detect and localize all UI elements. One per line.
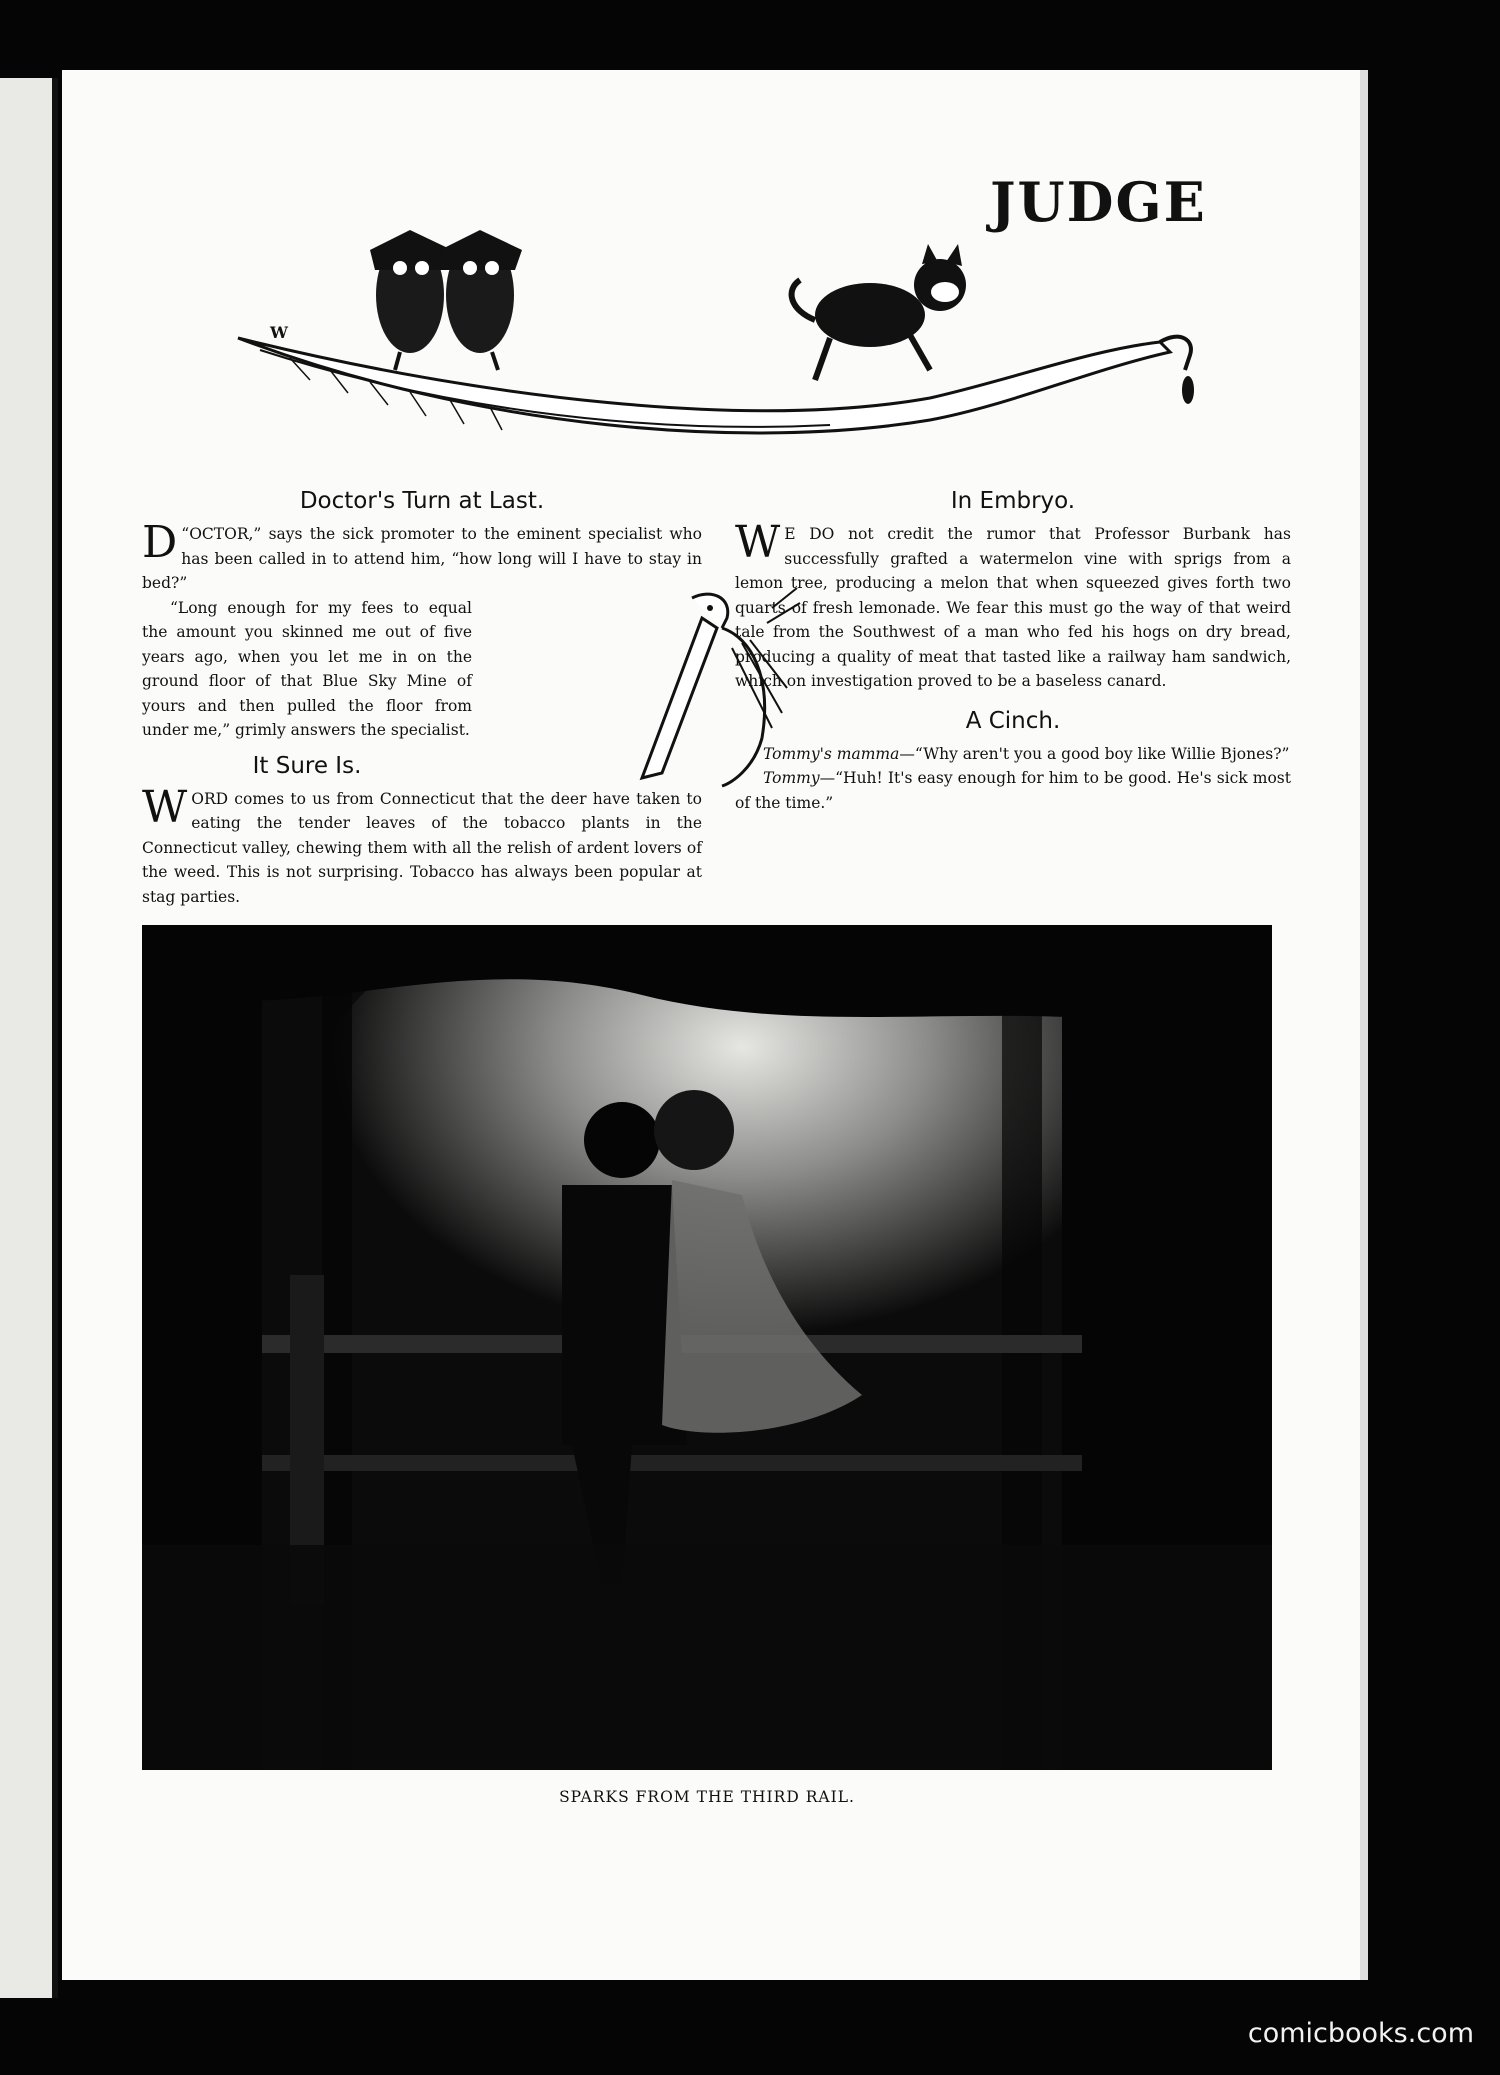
dropcap-w-embryo: W [735, 517, 781, 568]
masthead-title: JUDGE [990, 170, 1207, 234]
left-column [142, 488, 702, 909]
article-body-a-cinch-line2: Tommy—“Huh! It's easy enough for him to be good. He's sick most of the time.” [735, 769, 1291, 812]
right-column [735, 488, 1291, 815]
site-watermark: comicbooks.com [1247, 2018, 1474, 2049]
dropcap-d: D [142, 517, 178, 568]
article-body-it-sure-is: WORD comes to us from Connecticut that the deer have taken to eating the tender leaves of the tobacco plants in the Connecticut valley, chewing them with all the relish of ardent lovers of the weed. This is not surprising. Tobacco has always been popular at stag parties. [142, 781, 702, 906]
fence-rail-bottom [262, 1455, 1082, 1471]
article-title-it-sure-is: It Sure Is. [252, 752, 362, 779]
owl-left [370, 230, 452, 370]
article-body-a-cinch-line1: Tommy's mamma—“Why aren't you a good boy like Willie Bjones?” [763, 744, 1290, 763]
article-body-doctors-turn-p2: “Long enough for my fees to equal the amount you skinned me out of five years ago, when you let me in on the ground floor of that Blue Sky Mine of yours and then pulled the floor from under me,” grimly answers the specialist. [142, 598, 472, 739]
quill-feather [238, 338, 1170, 433]
artist-signature: W [270, 323, 288, 342]
article-body-in-embryo: W E DO not credit the rumor that Professor Burbank has successfully grafted a watermelon vine with sprigs from a lemon tree, producing a melon that when squeezed gives forth two quarts of fresh lemonade. We fear this must go the way of that weird tale from the Southwest of a man who fed his hogs on dry bread, producing a quality of meat that tasted like a railway ham sandwich, which on investigation proved to be a baseless canard. [735, 517, 1291, 690]
article-title-doctors-turn: Doctor's Turn at Last. [299, 488, 545, 514]
page-right-edge [1360, 70, 1368, 1980]
cat-on-quill [792, 244, 966, 380]
dropcap-w: W [142, 781, 188, 833]
header-illustration-owls-cat-quill [230, 230, 1210, 500]
article-body-doctors-turn-p1: “ D OCTOR,” says the sick promoter to the eminent specialist who has been called in to attend him, “how long will I have to stay in bed?” [142, 517, 702, 592]
illustration-caption: SPARKS FROM THE THIRD RAIL. [559, 1788, 855, 1806]
adjacent-page-edge [0, 78, 58, 1998]
article-title-in-embryo: In Embryo. [950, 488, 1076, 514]
illustration-couple-on-fence [142, 925, 1272, 1770]
owl-right [440, 230, 522, 370]
article-title-a-cinch: A Cinch. [965, 707, 1061, 734]
